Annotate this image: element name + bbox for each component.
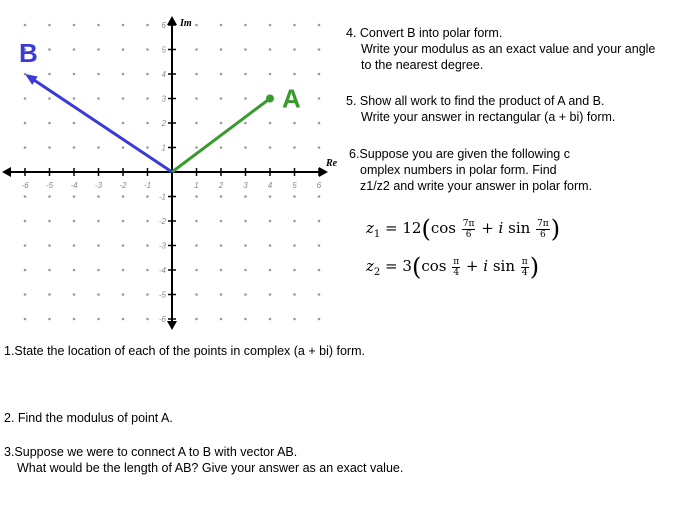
grid-dot: [220, 318, 223, 321]
y-tick-label: 6: [161, 21, 166, 30]
grid-dot: [293, 122, 296, 125]
grid-dot: [97, 269, 100, 272]
grid-dot: [293, 48, 296, 51]
x-tick-label: -4: [70, 181, 78, 190]
grid-dot: [97, 195, 100, 198]
grid-dot: [244, 293, 247, 296]
grid-dot: [24, 146, 27, 149]
grid-dot: [195, 269, 198, 272]
grid-dot: [195, 97, 198, 100]
grid-dot: [122, 24, 125, 27]
grid-dot: [146, 122, 149, 125]
grid-dot: [24, 318, 27, 321]
grid-dot: [269, 24, 272, 27]
grid-dot: [220, 24, 223, 27]
grid-dot: [220, 269, 223, 272]
grid-dot: [73, 48, 76, 51]
y-tick-label: 5: [161, 45, 166, 55]
grid-dot: [269, 122, 272, 125]
grid-dot: [318, 293, 321, 296]
grid-dot: [195, 220, 198, 223]
grid-dot: [269, 195, 272, 198]
grid-dot: [244, 195, 247, 198]
x-tick-label: -6: [21, 181, 29, 190]
grid-dot: [122, 293, 125, 296]
grid-dot: [244, 244, 247, 247]
q6-line-1: 6.Suppose you are given the following c: [349, 147, 570, 161]
q4-line-1: 4. Convert B into polar form.: [346, 26, 503, 40]
point-a-label: A: [282, 83, 301, 114]
y-tick-label: -1: [158, 192, 166, 202]
grid-dot: [24, 122, 27, 125]
real-axis-arrow-left: [2, 167, 11, 177]
grid-dot: [318, 220, 321, 223]
grid-dot: [146, 48, 149, 51]
grid-dot: [195, 318, 198, 321]
grid-dot: [195, 73, 198, 76]
grid-dot: [48, 122, 51, 125]
grid-dot: [122, 220, 125, 223]
q4-line-2: Write your modulus as an exact value and your angle: [361, 42, 656, 56]
grid-dot: [97, 220, 100, 223]
grid-dot: [146, 24, 149, 27]
grid-dot: [73, 318, 76, 321]
grid-dot: [244, 73, 247, 76]
x-tick-label: -1: [143, 181, 152, 190]
grid-dot: [24, 244, 27, 247]
x-tick-label: 2: [218, 181, 224, 190]
grid-dot: [73, 293, 76, 296]
grid-dot: [73, 220, 76, 223]
point-b-arrowhead: [25, 74, 38, 85]
grid-dot: [122, 122, 125, 125]
x-tick-label: 3: [243, 181, 248, 190]
grid-dot: [73, 146, 76, 149]
point-b-label: B: [19, 38, 38, 68]
grid-dot: [220, 146, 223, 149]
grid-dot: [73, 244, 76, 247]
grid-dot: [318, 73, 321, 76]
grid-dot: [293, 318, 296, 321]
x-tick-label: -2: [119, 181, 127, 190]
grid-dot: [48, 73, 51, 76]
grid-dot: [73, 195, 76, 198]
grid-dot: [269, 244, 272, 247]
equation-z1: $z_1 = 12(\cos$ $\frac{7\pi}{6}$ + i sin $\frac{7\pi}{6}$ ): [366, 215, 561, 243]
grid-dot: [269, 269, 272, 272]
grid-dot: [73, 122, 76, 125]
grid-dot: [122, 195, 125, 198]
grid-dot: [146, 97, 149, 100]
grid-dot: [48, 293, 51, 296]
q6-line-3: z1/z2 and write your answer in polar form.: [360, 179, 593, 193]
y-tick-label: 4: [161, 70, 166, 79]
grid-dot: [244, 220, 247, 223]
grid-dot: [220, 97, 223, 100]
grid-dot: [293, 220, 296, 223]
z2-sin-angle: $\frac{\pi}{4}$: [521, 256, 528, 278]
grid-dot: [318, 318, 321, 321]
grid-dot: [146, 293, 149, 296]
equation-z2: $z_2 = 3(\cos$ $\frac{\pi}{4}$ + i sin $\frac{\pi}{4}$ ): [366, 253, 540, 281]
grid-dot: [244, 48, 247, 51]
grid-dot: [48, 195, 51, 198]
y-tick-label: 2: [161, 119, 166, 128]
grid-dot: [220, 122, 223, 125]
grid-dot: [48, 146, 51, 149]
q5-line-2: Write your answer in rectangular (a + bi) form.: [361, 110, 616, 124]
grid-dot: [244, 146, 247, 149]
y-tick-label: -4: [158, 266, 166, 275]
grid-dot: [293, 293, 296, 296]
q5-line-1: 5. Show all work to find the product of A and B.: [346, 94, 605, 108]
grid-dot: [97, 48, 100, 51]
grid-dot: [269, 73, 272, 76]
grid-dot: [73, 24, 76, 27]
grid-dot: [122, 48, 125, 51]
question-1: 1.State the location of each of the points in complex (a + bi) form.: [4, 344, 365, 358]
grid-dot: [97, 24, 100, 27]
grid-dot: [318, 244, 321, 247]
grid-dot: [244, 269, 247, 272]
grid-dot: [318, 269, 321, 272]
grid-dot: [269, 48, 272, 51]
y-tick-label: 3: [161, 94, 166, 104]
grid-dot: [24, 220, 27, 223]
imaginary-axis-arrow-up: [167, 16, 177, 25]
grid-dot: [146, 73, 149, 76]
grid-dot: [24, 293, 27, 296]
x-tick-label: 1: [194, 181, 199, 190]
vector-b: [31, 78, 172, 172]
grid-dot: [146, 244, 149, 247]
question-4: [346, 25, 655, 73]
z1-sin-angle: $\frac{7\pi}{6}$: [537, 218, 549, 240]
grid-dot: [48, 244, 51, 247]
grid-dot: [318, 48, 321, 51]
grid-dot: [97, 244, 100, 247]
grid-dot: [73, 73, 76, 76]
grid-dot: [318, 146, 321, 149]
y-tick-label: -6: [158, 315, 166, 324]
grid-dot: [146, 318, 149, 321]
grid-dot: [73, 97, 76, 100]
grid-dot: [48, 220, 51, 223]
grid-dot: [220, 220, 223, 223]
grid-dot: [269, 293, 272, 296]
imaginary-axis-label: Im: [180, 18, 192, 29]
q4-line-3: to the nearest degree.: [361, 58, 484, 72]
grid-dot: [24, 97, 27, 100]
q3-line-1: 3.Suppose we were to connect A to B with vector AB.: [4, 445, 298, 459]
x-tick-label: 5: [292, 181, 297, 190]
grid-dot: [318, 195, 321, 198]
grid-dot: [318, 122, 321, 125]
grid-dot: [48, 24, 51, 27]
q6-line-2: omplex numbers in polar form. Find: [360, 163, 557, 177]
y-tick-label: -5: [158, 290, 166, 300]
y-tick-label: -2: [158, 217, 166, 226]
grid-dot: [97, 318, 100, 321]
question-3: [4, 444, 403, 476]
grid-dot: [244, 318, 247, 321]
y-tick-label: -3: [158, 241, 166, 251]
grid-dot: [48, 269, 51, 272]
grid-dot: [318, 97, 321, 100]
vector-a: [172, 99, 270, 173]
grid-dot: [195, 48, 198, 51]
grid-dot: [269, 318, 272, 321]
grid-dot: [293, 24, 296, 27]
complex-plane: [0, 0, 340, 340]
question-2: 2. Find the modulus of point A.: [4, 411, 173, 425]
grid-dot: [293, 146, 296, 149]
grid-dot: [97, 73, 100, 76]
grid-dot: [122, 73, 125, 76]
x-tick-label: 6: [316, 181, 322, 190]
imaginary-axis-arrow-down: [167, 321, 177, 330]
grid-dot: [24, 24, 27, 27]
point-a-dot: [266, 95, 274, 103]
grid-dot: [244, 122, 247, 125]
grid-dot: [293, 195, 296, 198]
grid-dot: [97, 97, 100, 100]
x-tick-label: 4: [267, 181, 273, 190]
grid-dot: [146, 220, 149, 223]
grid-dot: [122, 244, 125, 247]
grid-dot: [48, 318, 51, 321]
z1-cos-angle: $\frac{7\pi}{6}$: [462, 218, 475, 240]
y-tick-label: 1: [161, 143, 166, 153]
grid-dot: [146, 269, 149, 272]
grid-dot: [195, 293, 198, 296]
question-5: [346, 93, 615, 125]
grid-dot: [24, 269, 27, 272]
grid-dot: [97, 293, 100, 296]
grid-dot: [24, 195, 27, 198]
grid-dot: [220, 244, 223, 247]
grid-dot: [293, 269, 296, 272]
grid-dot: [73, 269, 76, 272]
grid-dot: [195, 195, 198, 198]
grid-dot: [293, 244, 296, 247]
grid-dot: [195, 244, 198, 247]
x-tick-label: -5: [45, 181, 54, 190]
grid-dot: [195, 146, 198, 149]
grid-dot: [195, 24, 198, 27]
grid-dot: [146, 195, 149, 198]
grid-dot: [122, 97, 125, 100]
grid-dot: [122, 146, 125, 149]
grid-dot: [48, 97, 51, 100]
grid-dot: [195, 122, 198, 125]
grid-dot: [220, 73, 223, 76]
z2-cos-angle: $\frac{\pi}{4}$: [453, 256, 460, 278]
grid-dot: [146, 146, 149, 149]
grid-dot: [269, 146, 272, 149]
q3-line-2: What would be the length of AB? Give your answer as an exact value.: [17, 461, 404, 475]
grid-dot: [293, 73, 296, 76]
real-axis-label: Re: [326, 158, 338, 169]
grid-dot: [48, 48, 51, 51]
grid-dot: [220, 293, 223, 296]
grid-dot: [122, 318, 125, 321]
grid-dot: [318, 24, 321, 27]
grid-dot: [244, 24, 247, 27]
grid-dot: [220, 195, 223, 198]
grid-dot: [269, 220, 272, 223]
grid-dot: [122, 269, 125, 272]
x-tick-label: -3: [94, 181, 103, 190]
grid-dot: [244, 97, 247, 100]
question-6: [349, 146, 592, 194]
grid-dot: [97, 146, 100, 149]
grid-dot: [220, 48, 223, 51]
